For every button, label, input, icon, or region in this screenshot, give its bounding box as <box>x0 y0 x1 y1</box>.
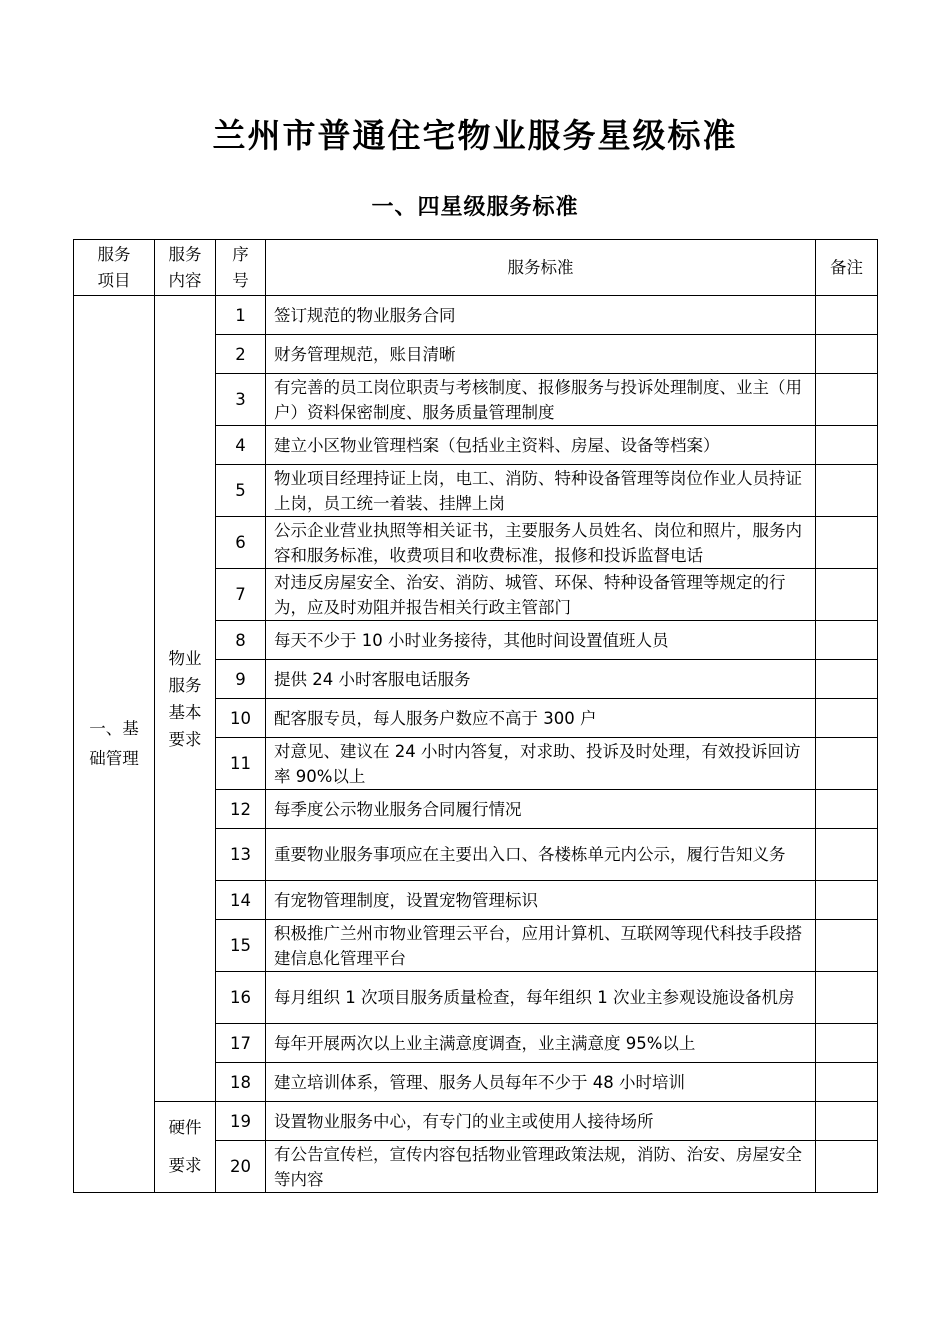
standard-text: 对意见、建议在 24 小时内答复，对求助、投诉及时处理，有效投诉回访率 90%以上 <box>266 738 816 790</box>
note-cell <box>816 829 878 881</box>
section-title: 一、四星级服务标准 <box>371 195 579 220</box>
header-number: 序号 <box>216 240 266 296</box>
service-content-cell: 硬件要求 <box>155 1102 216 1193</box>
standard-text: 财务管理规范，账目清晰 <box>266 335 816 374</box>
row-number: 14 <box>216 881 266 920</box>
row-number: 8 <box>216 621 266 660</box>
note-cell <box>816 738 878 790</box>
header-service-content: 服务内容 <box>155 240 216 296</box>
row-number: 10 <box>216 699 266 738</box>
note-cell <box>816 621 878 660</box>
note-cell <box>816 426 878 465</box>
header-service-item: 服务项目 <box>74 240 155 296</box>
note-cell <box>816 335 878 374</box>
service-standard-table <box>73 239 878 1193</box>
standard-text: 配客服专员，每人服务户数应不高于 300 户 <box>266 699 816 738</box>
note-cell <box>816 569 878 621</box>
row-number: 3 <box>216 374 266 426</box>
service-item-cell: 一、基础管理 <box>74 296 155 1193</box>
note-cell <box>816 881 878 920</box>
row-number: 5 <box>216 465 266 517</box>
note-cell <box>816 972 878 1024</box>
standard-text: 有公告宣传栏，宣传内容包括物业管理政策法规，消防、治安、房屋安全等内容 <box>266 1141 816 1193</box>
service-content-cell: 物业服务基本要求 <box>155 296 216 1102</box>
row-number: 20 <box>216 1141 266 1193</box>
note-cell <box>816 790 878 829</box>
standard-text: 每天不少于 10 小时业务接待，其他时间设置值班人员 <box>266 621 816 660</box>
table-row <box>74 296 878 335</box>
row-number: 9 <box>216 660 266 699</box>
note-cell <box>816 1141 878 1193</box>
standard-text: 建立培训体系，管理、服务人员每年不少于 48 小时培训 <box>266 1063 816 1102</box>
row-number: 1 <box>216 296 266 335</box>
row-number: 18 <box>216 1063 266 1102</box>
standard-text: 物业项目经理持证上岗，电工、消防、特种设备管理等岗位作业人员持证上岗，员工统一着装、挂牌上岗 <box>266 465 816 517</box>
note-cell <box>816 699 878 738</box>
note-cell <box>816 1102 878 1141</box>
row-number: 2 <box>216 335 266 374</box>
note-cell <box>816 920 878 972</box>
row-number: 17 <box>216 1024 266 1063</box>
standard-text: 建立小区物业管理档案（包括业主资料、房屋、设备等档案） <box>266 426 816 465</box>
row-number: 4 <box>216 426 266 465</box>
note-cell <box>816 296 878 335</box>
note-cell <box>816 517 878 569</box>
note-cell <box>816 374 878 426</box>
row-number: 15 <box>216 920 266 972</box>
standard-text: 每年开展两次以上业主满意度调查，业主满意度 95%以上 <box>266 1024 816 1063</box>
standard-text: 提供 24 小时客服电话服务 <box>266 660 816 699</box>
row-number: 11 <box>216 738 266 790</box>
standard-text: 每月组织 1 次项目服务质量检查，每年组织 1 次业主参观设施设备机房 <box>266 972 816 1024</box>
header-note: 备注 <box>816 240 878 296</box>
standard-text: 签订规范的物业服务合同 <box>266 296 816 335</box>
row-number: 6 <box>216 517 266 569</box>
standard-text: 有完善的员工岗位职责与考核制度、报修服务与投诉处理制度、业主（用户）资料保密制度、服务质量管理制度 <box>266 374 816 426</box>
standard-text: 有宠物管理制度，设置宠物管理标识 <box>266 881 816 920</box>
row-number: 16 <box>216 972 266 1024</box>
note-cell <box>816 1024 878 1063</box>
document-title: 兰州市普通住宅物业服务星级标准 <box>212 116 738 155</box>
note-cell <box>816 1063 878 1102</box>
standard-text: 对违反房屋安全、治安、消防、城管、环保、特种设备管理等规定的行为，应及时劝阻并报告相关行政主管部门 <box>266 569 816 621</box>
header-standard: 服务标准 <box>266 240 816 296</box>
note-cell <box>816 660 878 699</box>
note-cell <box>816 465 878 517</box>
row-number: 13 <box>216 829 266 881</box>
table-header-row <box>74 240 878 296</box>
row-number: 19 <box>216 1102 266 1141</box>
standard-text: 积极推广兰州市物业管理云平台，应用计算机、互联网等现代科技手段搭建信息化管理平台 <box>266 920 816 972</box>
row-number: 7 <box>216 569 266 621</box>
row-number: 12 <box>216 790 266 829</box>
standard-text: 每季度公示物业服务合同履行情况 <box>266 790 816 829</box>
standard-text: 设置物业服务中心，有专门的业主或使用人接待场所 <box>266 1102 816 1141</box>
standard-text: 公示企业营业执照等相关证书，主要服务人员姓名、岗位和照片，服务内容和服务标准，收费项目和收费标准，报修和投诉监督电话 <box>266 517 816 569</box>
standard-text: 重要物业服务事项应在主要出入口、各楼栋单元内公示，履行告知义务 <box>266 829 816 881</box>
table-row <box>74 1102 878 1141</box>
